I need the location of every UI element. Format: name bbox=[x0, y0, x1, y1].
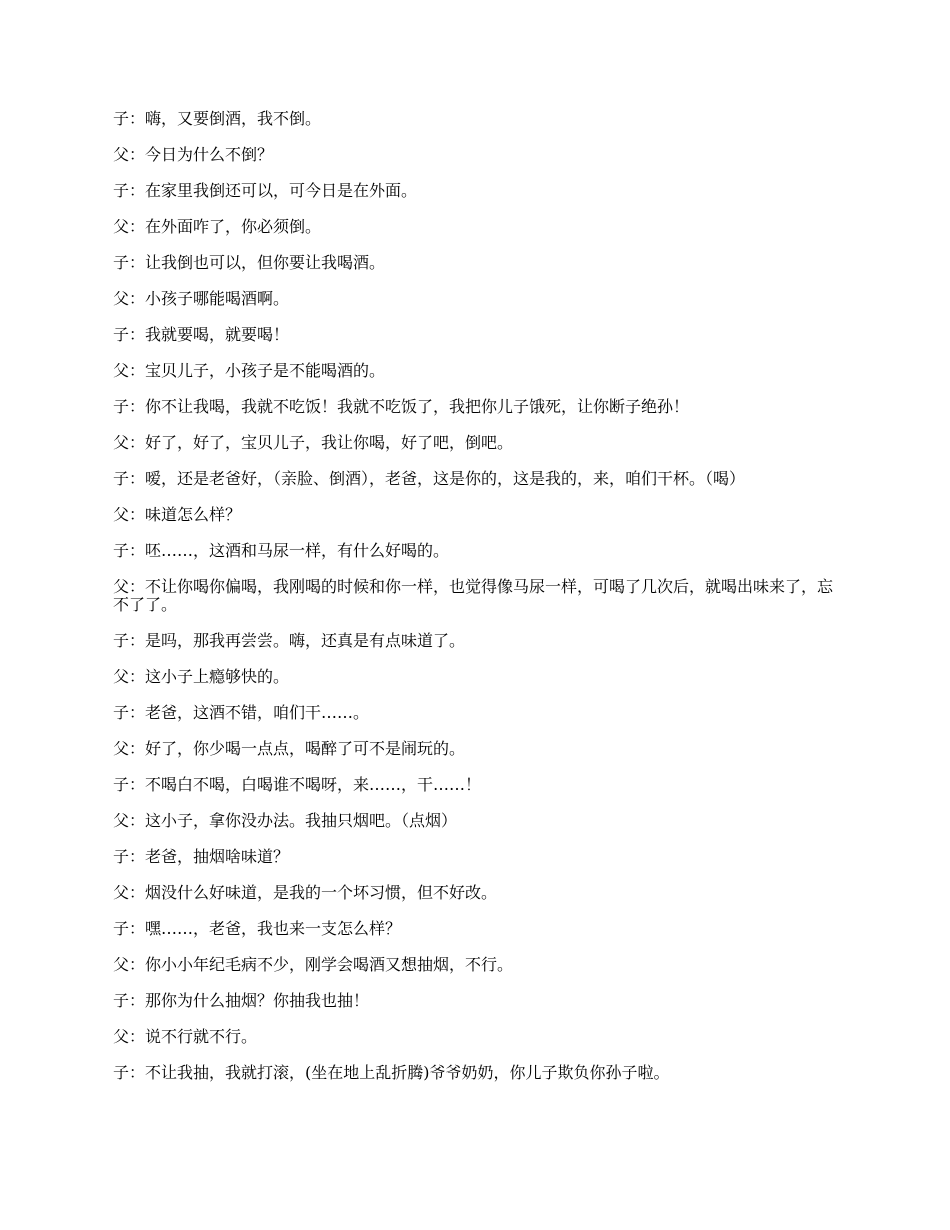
dialogue-line-son: 子：你不让我喝，我就不吃饭！我就不吃饭了，我把你儿子饿死，让你断子绝孙！ bbox=[113, 397, 690, 416]
dialogue-line-father: 父：这小子，拿你没办法。我抽只烟吧。（点烟） bbox=[113, 811, 458, 830]
dialogue-line-father: 父：你小小年纪毛病不少，刚学会喝酒又想抽烟，不行。 bbox=[113, 955, 514, 974]
dialogue-line-father: 父：小孩子哪能喝酒啊。 bbox=[113, 289, 290, 308]
dialogue-line-son: 子：老爸，抽烟啥味道？ bbox=[113, 847, 290, 866]
dialogue-line-son: 子：不让我抽，我就打滚，(坐在地上乱折腾)爷爷奶奶，你儿子欺负你孙子啦。 bbox=[113, 1063, 670, 1082]
dialogue-text bbox=[113, 110, 843, 1100]
dialogue-line-father: 父：不让你喝你偏喝，我刚喝的时候和你一样，也觉得像马尿一样，可喝了几次后，就喝出味来了，忘不了了。 bbox=[113, 577, 834, 614]
dialogue-line-father: 父：这小子上瘾够快的。 bbox=[113, 667, 290, 686]
dialogue-line-father: 父：说不行就不行。 bbox=[113, 1027, 258, 1046]
dialogue-line-father: 父：宝贝儿子，小孩子是不能喝酒的。 bbox=[113, 361, 386, 380]
dialogue-line-father: 父：味道怎么样？ bbox=[113, 505, 242, 524]
dialogue-line-son: 子：让我倒也可以，但你要让我喝酒。 bbox=[113, 253, 386, 272]
dialogue-line-son: 子：是吗，那我再尝尝。嗨，还真是有点味道了。 bbox=[113, 631, 466, 650]
dialogue-line-father: 父：好了，你少喝一点点，喝醉了可不是闹玩的。 bbox=[113, 739, 466, 758]
dialogue-line-father: 父：今日为什么不倒？ bbox=[113, 145, 274, 164]
dialogue-line-son: 子：嘿……，老爸，我也来一支怎么样？ bbox=[113, 919, 402, 938]
dialogue-line-father: 父：在外面咋了，你必须倒。 bbox=[113, 217, 322, 236]
dialogue-line-father: 父：好了，好了，宝贝儿子，我让你喝，好了吧，倒吧。 bbox=[113, 433, 514, 452]
dialogue-line-son: 子：我就要喝，就要喝！ bbox=[113, 325, 290, 344]
dialogue-line-father: 父：烟没什么好味道，是我的一个坏习惯，但不好改。 bbox=[113, 883, 498, 902]
dialogue-line-son: 子：嗳，还是老爸好，（亲脸、倒酒），老爸，这是你的，这是我的，来，咱们干杯。（喝） bbox=[113, 469, 746, 488]
dialogue-line-son: 子：那你为什么抽烟？你抽我也抽！ bbox=[113, 991, 370, 1010]
dialogue-line-son: 子：呸……，这酒和马尿一样，有什么好喝的。 bbox=[113, 541, 450, 560]
dialogue-line-son: 子：嗨，又要倒酒，我不倒。 bbox=[113, 109, 322, 128]
dialogue-line-son: 子：老爸，这酒不错，咱们干……。 bbox=[113, 703, 370, 722]
dialogue-line-son: 子：不喝白不喝，白喝谁不喝呀，来……，干……！ bbox=[113, 775, 482, 794]
dialogue-line-son: 子：在家里我倒还可以，可今日是在外面。 bbox=[113, 181, 418, 200]
